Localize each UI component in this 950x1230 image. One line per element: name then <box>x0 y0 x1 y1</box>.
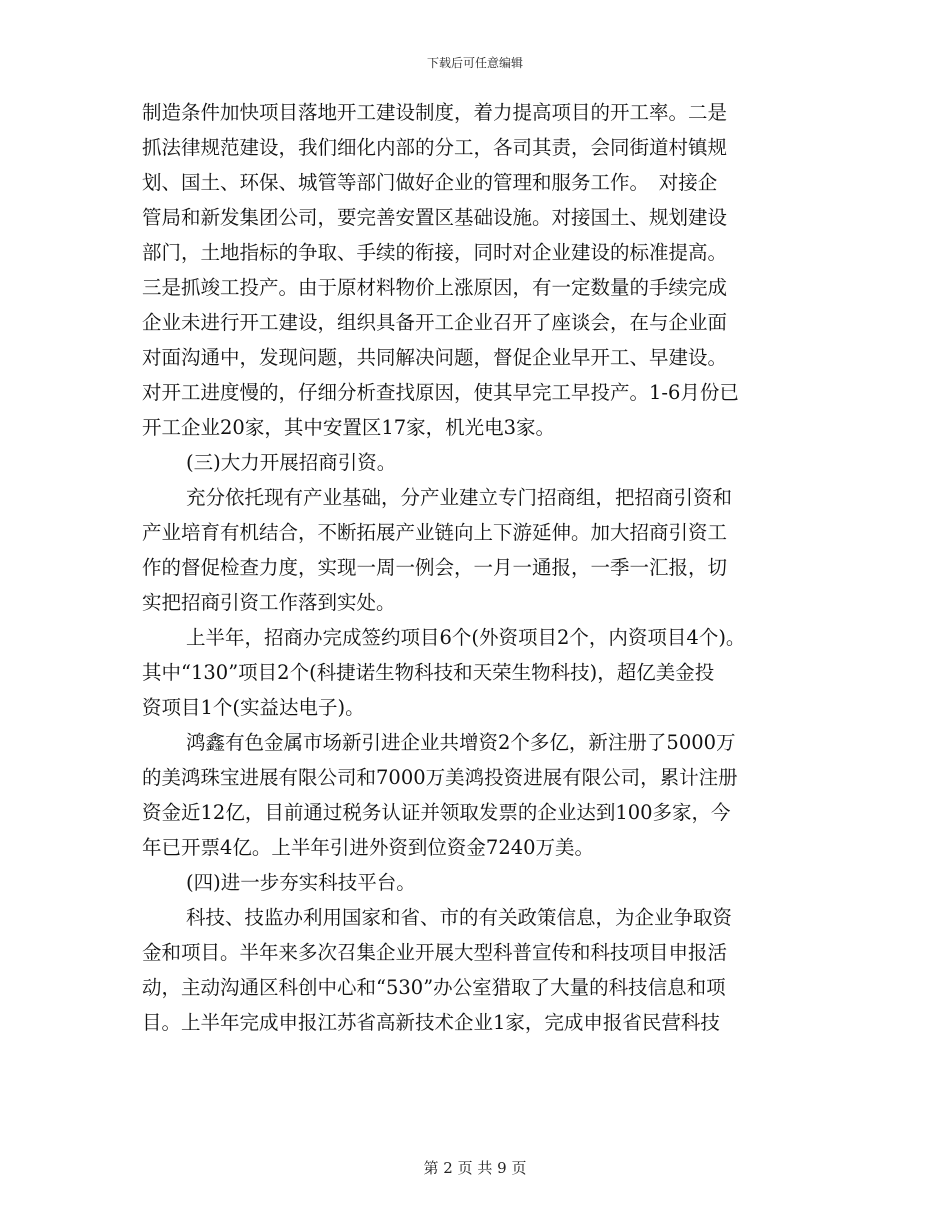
text-line: 的美鸿珠宝进展有限公司和7000万美鸿投资进展有限公司，累计注册 <box>142 766 738 789</box>
text-line: 科技、技监办利用国家和省、市的有关政策信息，为企业争取资 <box>186 906 733 929</box>
document-body <box>142 95 822 1040</box>
text-line: 部门，土地指标的争取、手续的衔接，同时对企业建设的标准提高。 <box>142 241 728 264</box>
page-footer: 第 2 页 共 9 页 <box>423 1159 527 1177</box>
text-line: 金和项目。半年来多次召集企业开展大型科普宣传和科技项目申报活 <box>142 941 728 964</box>
text-line: 资项目1个(实益达电子)。 <box>142 696 365 719</box>
text-line: 抓法律规范建设，我们细化内部的分工，各司其责，会同街道村镇规 <box>142 136 728 159</box>
text-line: 制造条件加快项目落地开工建设制度，着力提高项目的开工率。二是 <box>142 101 728 124</box>
text-line: 产业培育有机结合，不断拓展产业链向上下游延伸。加大招商引资工 <box>142 521 728 544</box>
section-heading: (三)大力开展招商引资。 <box>186 451 397 474</box>
text-line: 资金近12亿，目前通过税务认证并领取发票的企业达到100多家，今 <box>142 801 731 824</box>
text-line: 其中“130”项目2个(科捷诺生物科技和天荣生物科技)，超亿美金投 <box>142 661 715 684</box>
text-line: 作的督促检查力度，实现一周一例会，一月一通报，一季一汇报，切 <box>142 556 728 579</box>
text-line: 目。上半年完成申报江苏省高新技术企业1家，完成申报省民营科技 <box>142 1011 720 1034</box>
text-line: 企业未进行开工建设，组织具备开工企业召开了座谈会，在与企业面 <box>142 311 728 334</box>
text-line: 实把招商引资工作落到实处。 <box>142 591 396 614</box>
text-line: 三是抓竣工投产。由于原材料物价上涨原因，有一定数量的手续完成 <box>142 276 728 299</box>
page-header: 下载后可任意编辑 <box>426 56 523 70</box>
text-line: 划、国土、环保、城管等部门做好企业的管理和服务工作。 对接企 <box>142 171 718 194</box>
section-heading: (四)进一步夯实科技平台。 <box>186 871 416 894</box>
text-line: 充分依托现有产业基础，分产业建立专门招商组，把招商引资和 <box>186 486 733 509</box>
text-line: 上半年，招商办完成签约项目6个(外资项目2个，内资项目4个)。 <box>186 626 746 649</box>
text-line: 管局和新发集团公司，要完善安置区基础设施。对接国土、规划建设 <box>142 206 728 229</box>
text-line: 开工企业20家，其中安置区17家，机光电3家。 <box>142 416 556 439</box>
text-line: 动，主动沟通区科创中心和“530”办公室猎取了大量的科技信息和项 <box>142 976 726 999</box>
text-line: 年已开票4亿。上半年引进外资到位资金7240万美。 <box>142 836 595 859</box>
text-line: 鸿鑫有色金属市场新引进企业共增资2个多亿，新注册了5000万 <box>186 731 736 754</box>
text-line: 对开工进度慢的，仔细分析查找原因，使其早完工早投产。1-6月份已 <box>142 381 739 404</box>
text-line: 对面沟通中，发现问题，共同解决问题，督促企业早开工、早建设。 <box>142 346 728 369</box>
